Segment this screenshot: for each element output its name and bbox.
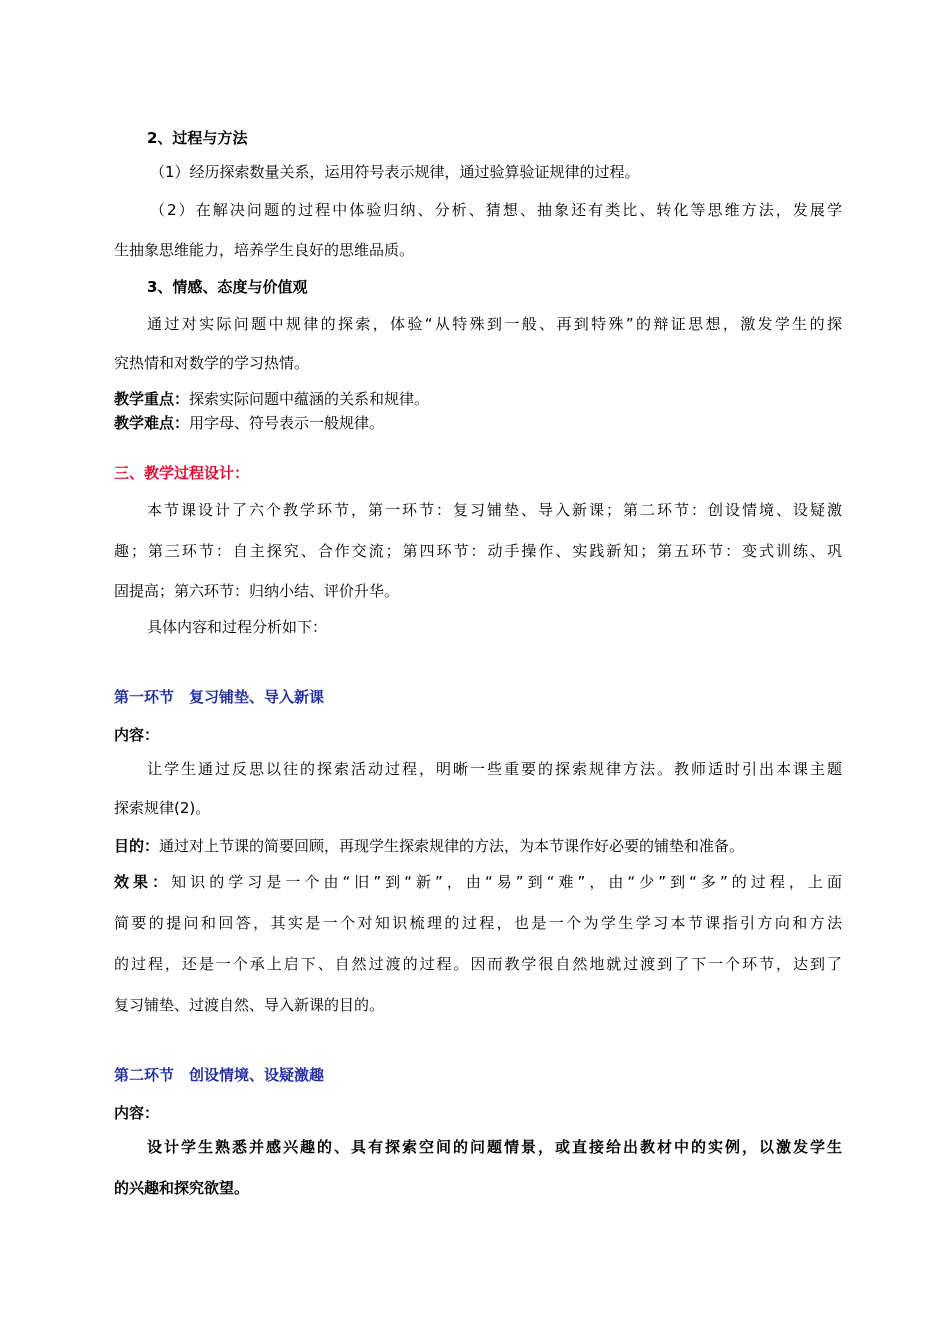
stage1-content-line1: 让学生通过反思以往的探索活动过程，明晰一些重要的探索规律方法。教师适时引出本课主题 <box>147 760 842 778</box>
stage1-heading: 第一环节 复习铺垫、导入新课 <box>114 688 325 706</box>
section3-intro-line1: 本节课设计了六个教学环节，第一环节：复习铺垫、导入新课；第二环节：创设情境、设疑激 <box>147 501 842 519</box>
objective3-text-line2: 究热情和对数学的学习热情。 <box>114 354 310 372</box>
stage2-content-label: 内容： <box>114 1104 160 1122</box>
section3-heading: 三、教学过程设计： <box>114 464 250 482</box>
section3-intro-line2: 趣；第三环节：自主探究、合作交流；第四环节：动手操作、实践新知；第五环节：变式训练、巩 <box>114 542 842 560</box>
objective3-text-line1: 通过对实际问题中规律的探索，体验“从特殊到一般、再到特殊”的辩证思想，激发学生的探 <box>147 315 842 333</box>
stage1-effect-line2: 简要的提问和回答，其实是一个对知识梳理的过程，也是一个为学生学习本节课指引方向和方法 <box>114 914 842 932</box>
stage1-purpose <box>114 835 842 857</box>
stage1-effect-line3: 的过程，还是一个承上启下、自然过渡的过程。因而教学很自然地就过渡到了下一个环节，达到了 <box>114 955 842 973</box>
teaching-focus <box>114 388 842 410</box>
stage1-purpose-text: 通过对上节课的简要回顾，再现学生探索规律的方法，为本节课作好必要的铺垫和准备。 <box>159 837 745 855</box>
teaching-difficulty-label: 教学难点： <box>114 414 190 432</box>
objective2-heading: 2、过程与方法 <box>147 129 248 147</box>
teaching-difficulty <box>114 412 842 434</box>
teaching-difficulty-text: 用字母、符号表示一般规律。 <box>189 414 385 432</box>
stage1-purpose-label: 目的： <box>114 837 160 855</box>
objective2-item2-line1: （2）在解决问题的过程中体验归纳、分析、猜想、抽象还有类比、转化等思维方法，发展学 <box>150 201 842 219</box>
objective2-item2-line2: 生抽象思维能力，培养学生良好的思维品质。 <box>114 241 415 259</box>
stage1-content-line2: 探索规律(2)。 <box>114 799 211 817</box>
section3-intro-line3: 固提高；第六环节：归纳小结、评价升华。 <box>114 582 400 600</box>
stage2-content-line2: 的兴趣和探究欲望。 <box>114 1179 250 1197</box>
stage1-effect-text: 知识的学习是一个由“旧”到“新”，由“易”到“难”，由“少”到“多”的过程，上面 <box>171 873 842 891</box>
stage1-effect-line1 <box>114 871 842 893</box>
objective3-heading: 3、情感、态度与价值观 <box>147 278 308 296</box>
objective2-item1: （1）经历探索数量关系，运用符号表示规律，通过验算验证规律的过程。 <box>150 163 640 181</box>
section3-intro-line4: 具体内容和过程分析如下： <box>147 618 328 636</box>
stage2-content-line1: 设计学生熟悉并感兴趣的、具有探索空间的问题情景，或直接给出教材中的实例，以激发学生 <box>147 1138 842 1156</box>
stage1-content-label: 内容： <box>114 726 160 744</box>
teaching-focus-text: 探索实际问题中蕴涵的关系和规律。 <box>189 390 430 408</box>
stage1-effect-line4: 复习铺垫、过渡自然、导入新课的目的。 <box>114 996 385 1014</box>
teaching-focus-label: 教学重点： <box>114 390 190 408</box>
stage1-effect-label: 效果： <box>114 873 172 891</box>
stage2-heading: 第二环节 创设情境、设疑激趣 <box>114 1066 325 1084</box>
